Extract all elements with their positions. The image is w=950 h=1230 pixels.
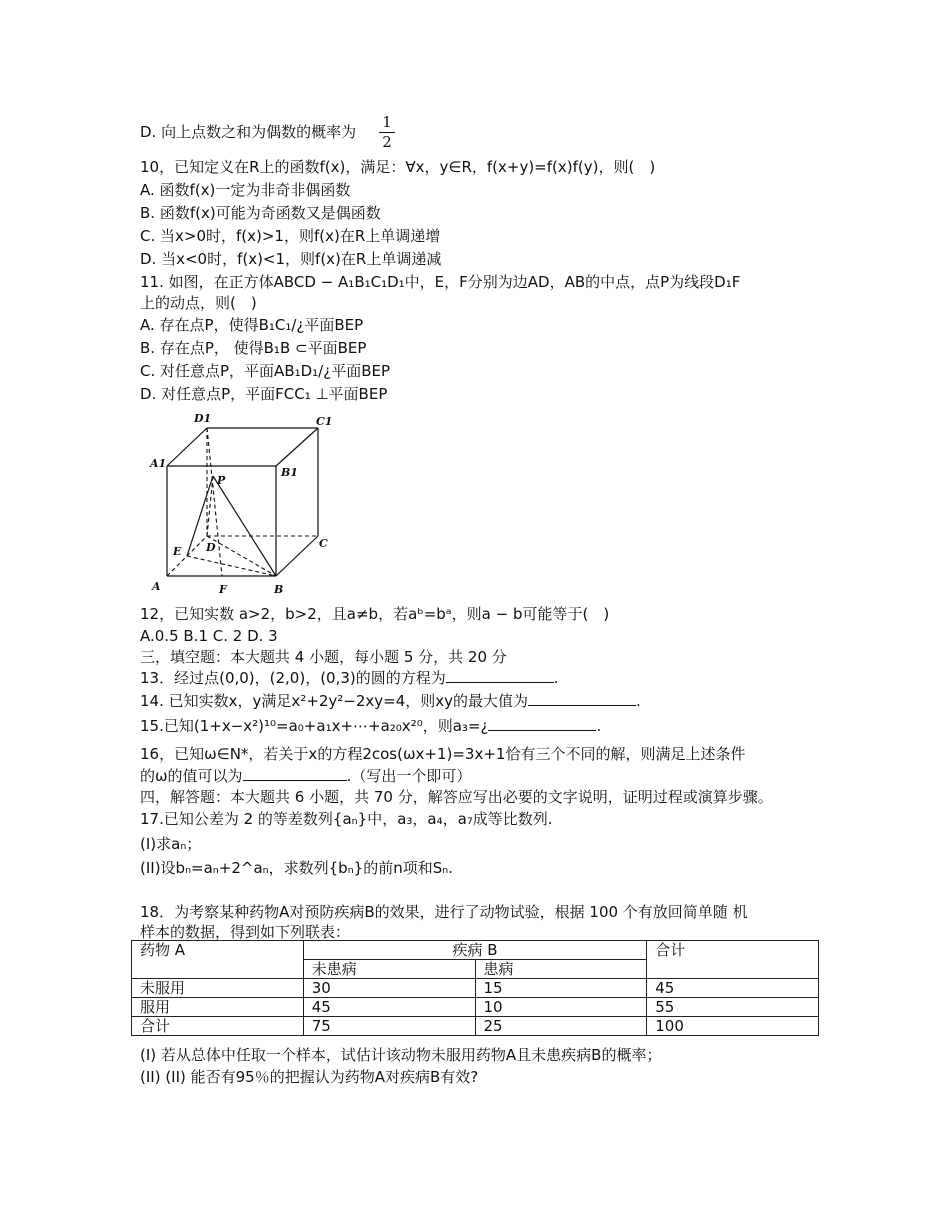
header-disease: 疾病 B: [303, 941, 647, 960]
q15: [140, 716, 601, 736]
label-c: C: [319, 537, 328, 550]
label-b: B: [274, 583, 284, 596]
contingency-table: [131, 940, 819, 1036]
q12-options: A.0.5 B.1 C. 2 D. 3: [140, 627, 278, 645]
table-row: [132, 998, 819, 1017]
q10-option-c: C. 当x>0时，f(x)>1，则f(x)在R上单调递增: [140, 227, 441, 245]
header-drug: 药物 A: [132, 941, 304, 979]
q14-period: .: [636, 692, 641, 710]
cell-not-ill: 30: [303, 979, 475, 998]
q15-text: 15.已知(1+x−x²)¹⁰=a₀+a₁x+⋯+a₂₀x²⁰，则a₃=¿: [140, 717, 489, 735]
fraction-numerator: 1: [382, 113, 392, 131]
label-f: F: [219, 583, 227, 596]
q13-period: .: [553, 669, 559, 687]
cell-total: 100: [647, 1017, 819, 1036]
label-b1: B1: [281, 466, 298, 479]
cube-figure: [140, 408, 340, 598]
header-not-ill: 未患病: [303, 960, 475, 979]
q11-option-d: D. 对任意点P，平面FCC₁ ⊥平面BEP: [140, 385, 388, 403]
q10-option-a: A. 函数f(x)一定为非奇非偶函数: [140, 181, 351, 199]
label-p: P: [217, 474, 226, 487]
q12-stem: 12，已知实数 a>2，b>2，且a≠b，若aᵇ=bᵃ，则a − b可能等于( ): [140, 605, 610, 623]
section3-heading: 三，填空题：本大题共 4 小题，每小题 5 分，共 20 分: [140, 648, 507, 666]
q11-option-b: B. 存在点P， 使得B₁B ⊂平面BEP: [140, 339, 367, 357]
q10-option-d: D. 当x<0时，f(x)<1，则f(x)在R上单调递减: [140, 250, 442, 268]
q17-part1: (I)求aₙ；: [140, 835, 202, 853]
q9-fraction: [379, 114, 395, 151]
section4-heading: 四，解答题：本大题共 6 小题，共 70 分，解答应写出必要的文字说明，证明过程或演算步骤。: [140, 788, 773, 806]
cell-ill: 10: [475, 998, 647, 1017]
q18-part2: (II) (II) 能否有95％的把握认为药物A对疾病B有效?: [140, 1068, 479, 1086]
cell-not-ill: 75: [303, 1017, 475, 1036]
q11-stem-line1: 11. 如图，在正方体ABCD − A₁B₁C₁D₁中，E，F分别为边AD，AB的中点，点P为线段D₁F: [140, 273, 741, 291]
q16-note: .（写出一个即可）: [346, 767, 472, 785]
label-c1: C1: [316, 415, 333, 428]
row-label: 服用: [132, 998, 304, 1017]
label-d: D: [206, 541, 216, 554]
cell-ill: 25: [475, 1017, 647, 1036]
cell-total: 55: [647, 998, 819, 1017]
q18-stem-line1: 18．为考察某种药物A对预防疾病B的效果，进行了动物试验，根据 100 个有放回简单随 机: [140, 903, 748, 921]
q18-part1: (I) 若从总体中任取一个样本，试估计该动物未服用药物A且未患疾病B的概率；: [140, 1046, 662, 1064]
q9-option-d: D. 向上点数之和为偶数的概率为: [140, 123, 357, 141]
q10-stem: 10，已知定义在R上的函数f(x)，满足：∀x，y∈R，f(x+y)=f(x)f(y)，则( ): [140, 158, 656, 176]
table-row: [132, 979, 819, 998]
cell-not-ill: 45: [303, 998, 475, 1017]
cell-ill: 15: [475, 979, 647, 998]
q17-stem: 17.已知公差为 2 的等差数列{aₙ}中，a₃，a₄，a₇成等比数列.: [140, 810, 553, 828]
label-a: A: [152, 580, 161, 593]
header-ill: 患病: [475, 960, 647, 979]
label-e: E: [173, 545, 182, 558]
q11-option-a: A. 存在点P，使得B₁C₁/¿平面BEP: [140, 316, 364, 334]
q13: [140, 668, 559, 688]
q10-option-b: B. 函数f(x)可能为奇函数又是偶函数: [140, 204, 381, 222]
row-label: 合计: [132, 1017, 304, 1036]
q18-stem-line2: 样本的数据，得到如下列联表：: [140, 923, 351, 941]
q16-blank: [243, 766, 347, 781]
cell-total: 45: [647, 979, 819, 998]
q13-text: 13．经过点(0,0)，(2,0)，(0,3)的圆的方程为: [140, 669, 446, 687]
fraction-denominator: 2: [382, 133, 392, 151]
q14: [140, 691, 641, 711]
q13-blank: [446, 668, 554, 683]
table-row: [132, 1017, 819, 1036]
q11-stem-line2: 上的动点，则( ): [140, 294, 257, 312]
q14-text: 14. 已知实数x，y满足x²+2y²−2xy=4，则xy的最大值为: [140, 692, 529, 710]
label-d1: D1: [194, 412, 212, 425]
q15-blank: [488, 716, 596, 731]
q14-blank: [528, 691, 636, 706]
q11-option-c: C. 对任意点P，平面AB₁D₁/¿平面BEP: [140, 362, 391, 380]
q17-part2: (II)设bₙ=aₙ+2^aₙ，求数列{bₙ}的前n项和Sₙ.: [140, 859, 453, 877]
q16-line2: [140, 766, 471, 786]
row-label: 未服用: [132, 979, 304, 998]
table-header-row: [132, 941, 819, 960]
q15-period: .: [596, 717, 602, 735]
q16-line1: 16，已知ω∈N*，若关于x的方程2cos(ωx+1)=3x+1恰有三个不同的解，则满足上述条件: [140, 745, 746, 763]
label-a1: A1: [150, 457, 167, 470]
header-total: 合计: [647, 941, 819, 979]
q16-text: 的ω的值可以为: [140, 767, 243, 785]
